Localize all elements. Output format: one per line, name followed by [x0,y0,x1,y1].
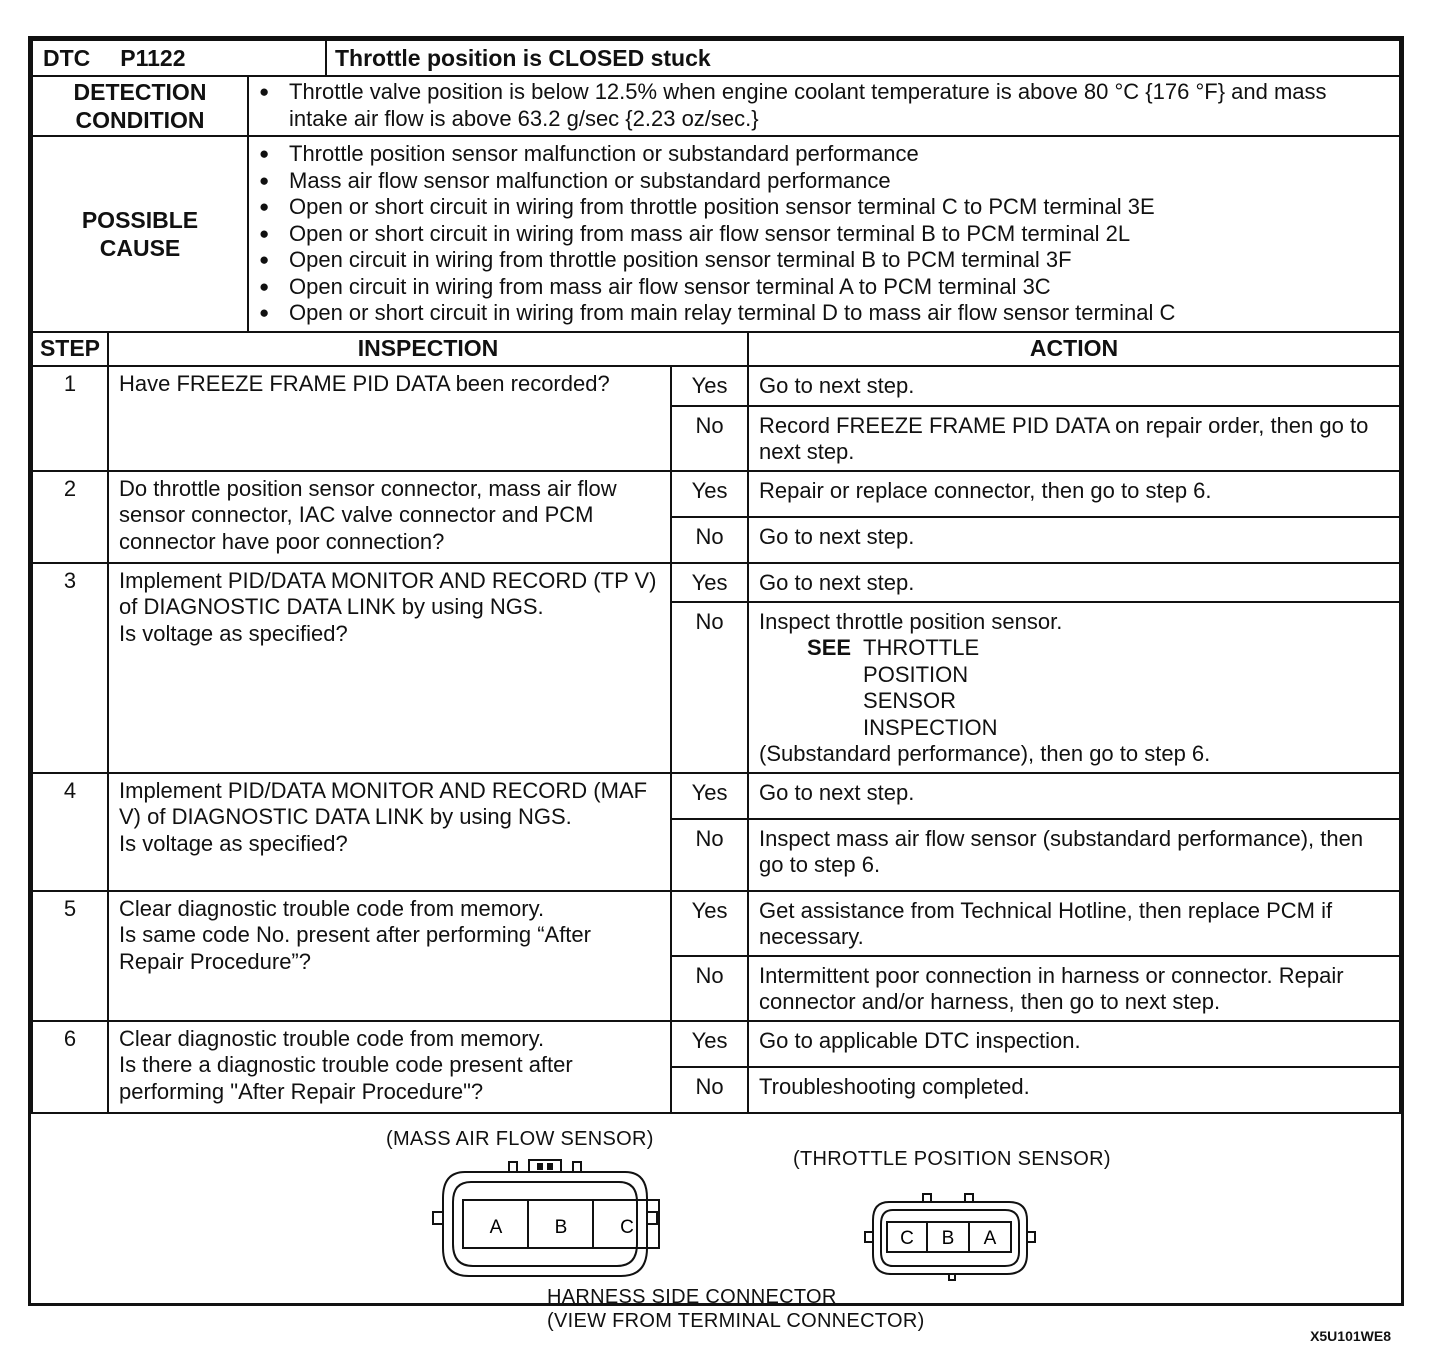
step-number: 6 [32,1021,108,1113]
yes-label: Yes [671,366,748,406]
cause-content [248,136,1400,332]
yes-label: Yes [671,471,748,517]
tps-connector [861,1190,1041,1282]
tps-top-tab [923,1194,931,1202]
step-number: 4 [32,773,108,891]
yes-label: Yes [671,1021,748,1067]
cause-item: ● Open or short circuit in wiring from main relay terminal D to mass air flow sensor terminal C [259,300,1391,327]
dtc-info-table [31,39,1401,333]
no-action: Intermittent poor connection in harness or connector. Repair connector and/or harness, then go to next step. [748,956,1400,1021]
step-inspection: Implement PID/DATA MONITOR AND RECORD (MAF V) of DIAGNOSTIC DATA LINK by using NGS. Is voltage as specified? [108,773,671,891]
dtc-sheet [28,36,1404,1344]
inspection-header: INSPECTION [108,332,748,366]
cause-item: ● Open circuit in wiring from throttle position sensor terminal B to PCM terminal 3F [259,247,1391,274]
maf-housing-inner [453,1182,637,1266]
no-label: No [671,602,748,773]
yes-action: Go to next step. [748,563,1400,602]
no-label: No [671,819,748,891]
yes-label: Yes [671,563,748,602]
step-inspection: Clear diagnostic trouble code from memory. Is same code No. present after performing “After Repair Procedure”? [108,891,671,1021]
harness-caption-line1: HARNESS SIDE CONNECTOR [547,1285,837,1308]
tps-bottom-tab [949,1274,955,1280]
maf-side-lug [647,1212,657,1224]
step-number: 5 [32,891,108,1021]
cause-label: POSSIBLE CAUSE [32,136,248,332]
cause-item: ● Open or short circuit in wiring from throttle position sensor terminal C to PCM terminal 3E [259,194,1391,221]
cause-item: ● Throttle position sensor malfunction or substandard performance [259,141,1391,168]
no-action: Inspect mass air flow sensor (substandard performance), then go to step 6. [748,819,1400,891]
steps-table [31,331,1401,1114]
yes-label: Yes [671,891,748,956]
no-action: Inspect throttle position sensor. SEE THROTTLE POSITION SENSOR INSPECTION (Substandard performance), then go to step 6. [748,602,1400,773]
figure-code: X5U101WE8 [1310,1327,1391,1344]
maf-side-lug [433,1212,443,1224]
maf-connector [425,1158,665,1282]
cause-item: ● Mass air flow sensor malfunction or substandard performance [259,168,1391,195]
no-action: Go to next step. [748,517,1400,563]
step-number: 1 [32,366,108,471]
tps-caption: (THROTTLE POSITION SENSOR) [793,1147,1111,1170]
cause-item: ● Open circuit in wiring from mass air flow sensor terminal A to PCM terminal 3C [259,274,1391,301]
harness-caption-line2: (VIEW FROM TERMINAL CONNECTOR) [547,1309,925,1332]
maf-terminal-label: A [489,1216,503,1238]
detection-label: DETECTION CONDITION [32,76,248,136]
step-header: STEP [32,332,108,366]
dtc-id-cell [32,40,326,76]
no-label: No [671,1067,748,1113]
no-label: No [671,517,748,563]
see-label: SEE [807,635,852,660]
cause-item: ● Open or short circuit in wiring from mass air flow sensor terminal B to PCM terminal 2L [259,221,1391,248]
maf-housing-outer [443,1172,647,1276]
tps-top-tab [965,1194,973,1202]
yes-label: Yes [671,773,748,819]
step-inspection: Implement PID/DATA MONITOR AND RECORD (TP V) of DIAGNOSTIC DATA LINK by using NGS. Is voltage as specified? [108,563,671,773]
step-inspection: Have FREEZE FRAME PID DATA been recorded? [108,366,671,471]
step-inspection: Do throttle position sensor connector, mass air flow sensor connector, IAC valve connector and PCM connector have poor connection? [108,471,671,563]
maf-caption: (MASS AIR FLOW SENSOR) [386,1127,654,1150]
step-number: 3 [32,563,108,773]
no-label: No [671,406,748,471]
connector-diagram [31,1114,1401,1350]
detection-item: ● Throttle valve position is below 12.5% when engine coolant temperature is above 80 °C {176 °F} and mass intake air flow is above 63.2 g/sec {2.23 oz/sec.} [259,79,1391,132]
step-inspection: Clear diagnostic trouble code from memory. Is there a diagnostic trouble code present after performing "After Repair Procedure"? [108,1021,671,1113]
see-reference [759,635,1389,741]
maf-terminal-label: C [620,1216,634,1238]
tps-side-lug [1027,1232,1035,1242]
tps-terminal-label: B [941,1227,955,1249]
dtc-label: DTC [43,44,91,71]
yes-action: Go to next step. [748,366,1400,406]
action-header: ACTION [748,332,1400,366]
detection-content [248,76,1400,136]
see-target: THROTTLE POSITION SENSOR INSPECTION [863,635,998,740]
yes-action: Repair or replace connector, then go to step 6. [748,471,1400,517]
yes-action: Go to next step. [748,773,1400,819]
tps-terminal-label: C [900,1227,914,1249]
tps-terminal-label: A [983,1227,997,1249]
maf-latch-tab [509,1162,517,1172]
no-action: Troubleshooting completed. [748,1067,1400,1113]
maf-latch-center [529,1160,561,1172]
no-label: No [671,956,748,1021]
tps-side-lug [865,1232,873,1242]
no-action: Record FREEZE FRAME PID DATA on repair order, then go to next step. [748,406,1400,471]
yes-action: Get assistance from Technical Hotline, then replace PCM if necessary. [748,891,1400,956]
maf-terminal-label: B [554,1216,568,1238]
dtc-code: P1122 [120,44,186,71]
yes-action: Go to applicable DTC inspection. [748,1021,1400,1067]
maf-latch-tab [573,1162,581,1172]
step-number: 2 [32,471,108,563]
dtc-title: Throttle position is CLOSED stuck [326,40,1400,76]
